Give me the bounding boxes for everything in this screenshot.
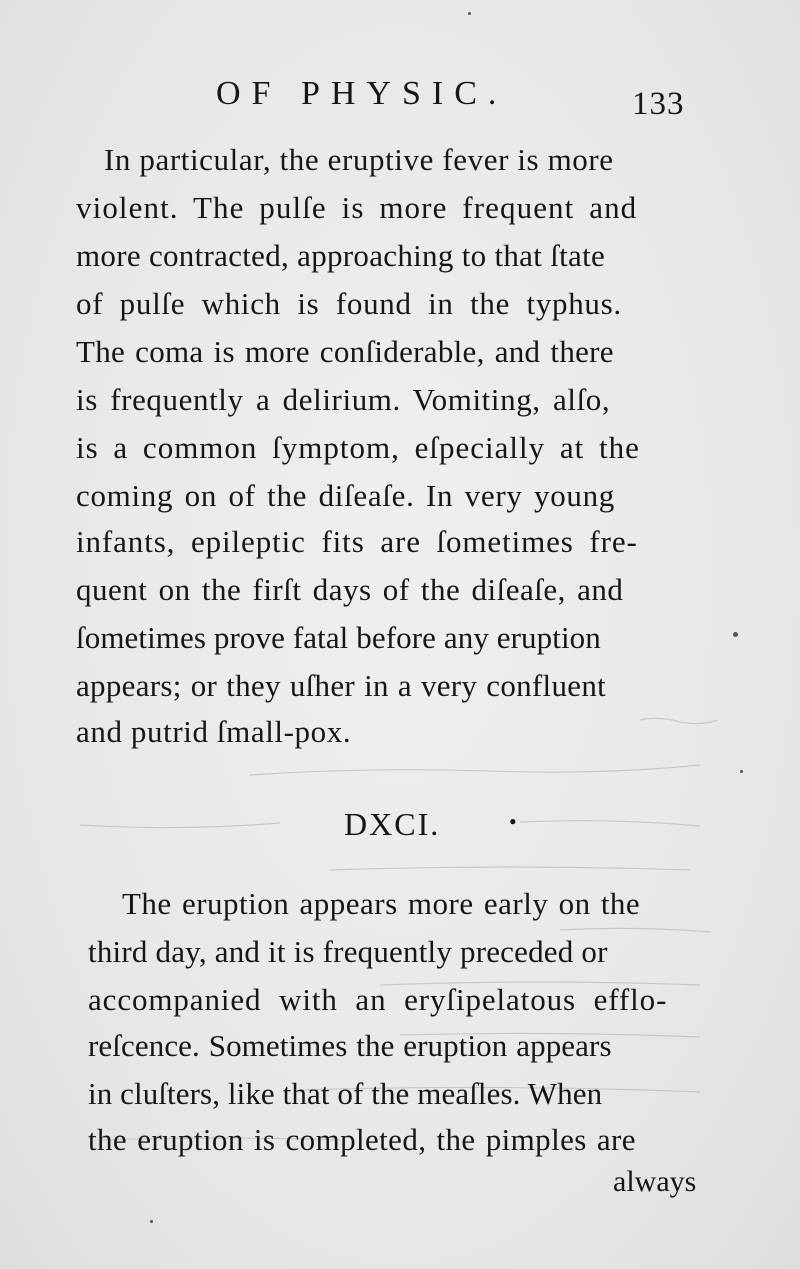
text-line: violent. The pulſe is more frequent and: [76, 190, 638, 225]
text-line: reſcence. Sometimes the eruption appears: [88, 1028, 612, 1063]
text-line: coming on of the diſeaſe. In very young: [76, 478, 616, 513]
paper-speck: [740, 770, 743, 773]
paper-speck: [733, 632, 738, 637]
text-line: The coma is more conſiderable, and there: [76, 334, 614, 369]
paper-speck: [150, 1220, 153, 1223]
text-line: quent on the firſt days of the diſeaſe, and: [76, 572, 624, 607]
text-line: is frequently a delirium. Vomiting, alſo,: [76, 382, 611, 417]
text-line: and putrid ſmall-pox.: [76, 714, 352, 749]
text-line: is a common ſymptom, eſpecially at the: [76, 430, 640, 465]
text-line: appears; or they uſher in a very confluent: [76, 668, 607, 703]
text-line: accompanied with an eryſipelatous efflo-: [88, 982, 668, 1017]
running-head: [0, 72, 800, 122]
text-line: more contracted, approaching to that ſtate: [76, 238, 606, 273]
catchword: always: [613, 1165, 697, 1198]
paper-speck: [468, 12, 471, 15]
running-title: OF PHYSIC.: [216, 75, 508, 112]
page-number: 133: [632, 86, 685, 122]
text-line: of pulſe which is found in the typhus.: [76, 286, 622, 321]
text-line: infants, epileptic fits are ſometimes fre-: [76, 524, 638, 559]
text-line: third day, and it is frequently preceded or: [88, 934, 608, 969]
text-line: The eruption appears more early on the: [122, 886, 641, 921]
text-line: the eruption is completed, the pimples are: [88, 1122, 636, 1157]
section-heading: DXCI.: [344, 806, 441, 842]
ink-mark: •: [509, 809, 517, 834]
text-line: in cluſters, like that of the meaſles. When: [88, 1076, 603, 1111]
text-line: In particular, the eruptive fever is more: [104, 142, 614, 177]
text-line: ſometimes prove fatal before any eruption: [76, 620, 601, 655]
